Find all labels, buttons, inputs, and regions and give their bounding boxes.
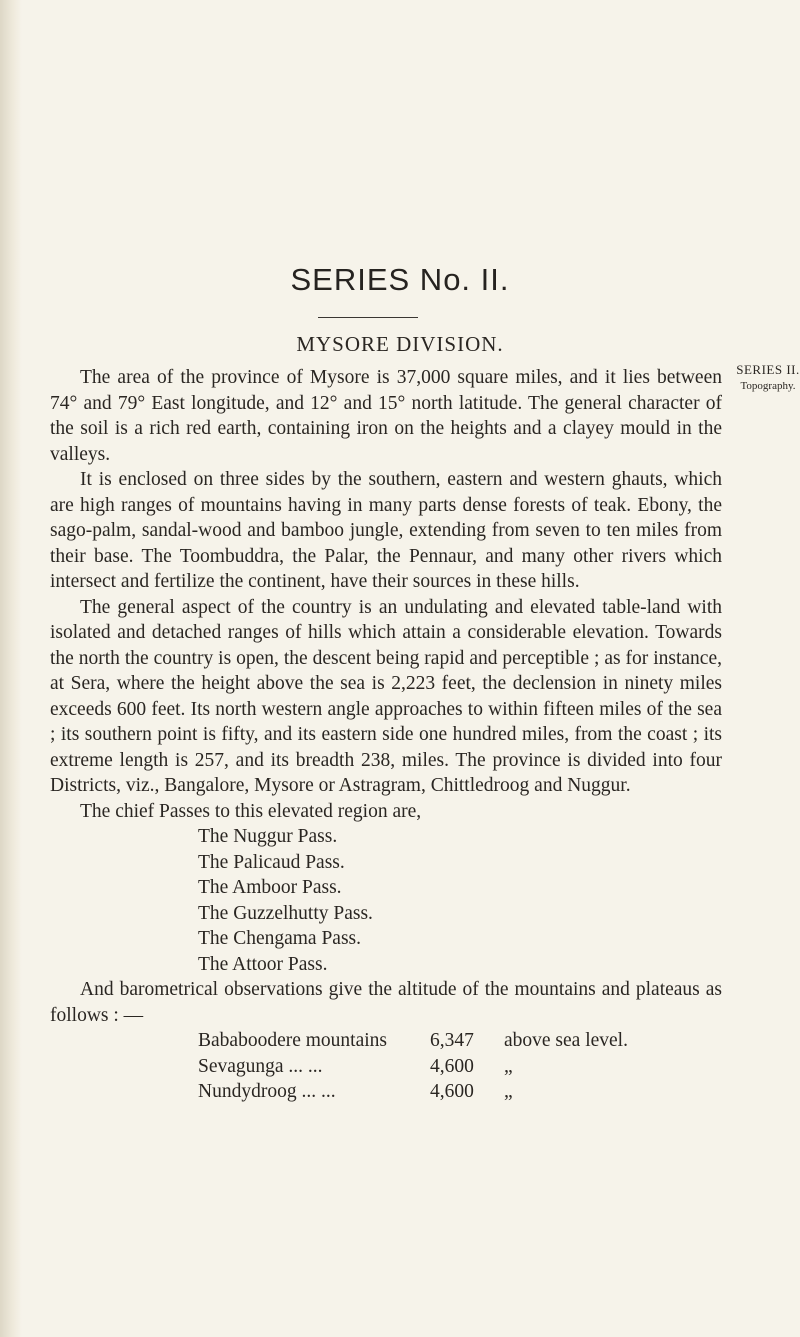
- altitude-unit: „: [504, 1055, 513, 1077]
- altitude-name: Sevagunga ... ...: [198, 1055, 323, 1077]
- altitude-unit: „: [504, 1081, 513, 1102]
- altitude-value: 6,347: [430, 1030, 474, 1051]
- pass-item: The Palicaud Pass.: [198, 851, 345, 873]
- pass-item: The Nuggur Pass.: [198, 826, 338, 847]
- pass-item: The Attoor Pass.: [198, 953, 328, 975]
- altitude-name: Bababoodere mountains: [198, 1030, 387, 1051]
- body-text: [50, 365, 722, 1105]
- passes-list: [198, 824, 722, 977]
- pass-item: The Guzzelhutty Pass.: [198, 902, 373, 924]
- altitudes-table: [198, 1028, 722, 1105]
- altitudes-intro: And barometrical observations give the altitude of the mountains and plateaus as follows : —: [50, 979, 722, 1026]
- altitude-row: [198, 1079, 722, 1105]
- pass-item: The Amboor Pass.: [198, 877, 342, 898]
- division-heading: MYSORE DIVISION.: [296, 332, 504, 356]
- heading-divider: [318, 317, 418, 318]
- altitude-value: 4,600: [430, 1081, 474, 1102]
- altitude-value: 4,600: [430, 1055, 474, 1077]
- paragraph-aspect: The general aspect of the country is an undulating and elevated table-land with isolated and detached ranges of hills which attain a considerable elevation. Towards the north the country is open, the descent being rapid and perceptible ; as for instance, at Sera, where the height above the sea is 2,223 feet, the declension in ninety miles exceeds 600 feet. Its north western angle approaches to within fifteen miles of the sea ; its southern point is fifty, and its eastern side one hundred miles, from the coast ; its extreme length is 257, and its breadth 238, miles. The province is divided into four Districts, viz., Bangalore, Mysore or Astragram, Chittledroog and Nuggur.: [50, 596, 722, 796]
- passes-intro: The chief Passes to this elevated region are,: [80, 800, 422, 822]
- paragraph-ghauts: It is enclosed on three sides by the southern, eastern and western ghauts, which are high ranges of mountains having in many parts dense forests of teak. Ebony, the sago-palm, sandal-wood and bamboo jungle, extending from seven to ten miles from their base. The Toombuddra, the Palar, the Pennaur, and many other rivers which intersect and fertilize the continent, have their sources in these hills.: [50, 469, 722, 592]
- altitude-row: [198, 1054, 722, 1080]
- margin-topic-label: Topography.: [740, 380, 796, 392]
- altitude-unit: above sea level.: [504, 1030, 628, 1051]
- series-heading: SERIES No. II.: [290, 262, 510, 297]
- altitude-row: [198, 1028, 722, 1054]
- altitude-name: Nundydroog ... ...: [198, 1081, 336, 1102]
- margin-series-label: SERIES II.: [736, 362, 800, 377]
- binding-edge: [0, 0, 22, 1337]
- paragraph-area: The area of the province of Mysore is 37,000 square miles, and it lies between 74° and 79° East longitude, and 12° and 15° north latitude. The general character of the soil is a rich red earth, containing iron on the heights and a clayey mould in the valleys.: [50, 367, 722, 465]
- margin-note: [733, 362, 800, 394]
- pass-item: The Chengama Pass.: [198, 928, 362, 949]
